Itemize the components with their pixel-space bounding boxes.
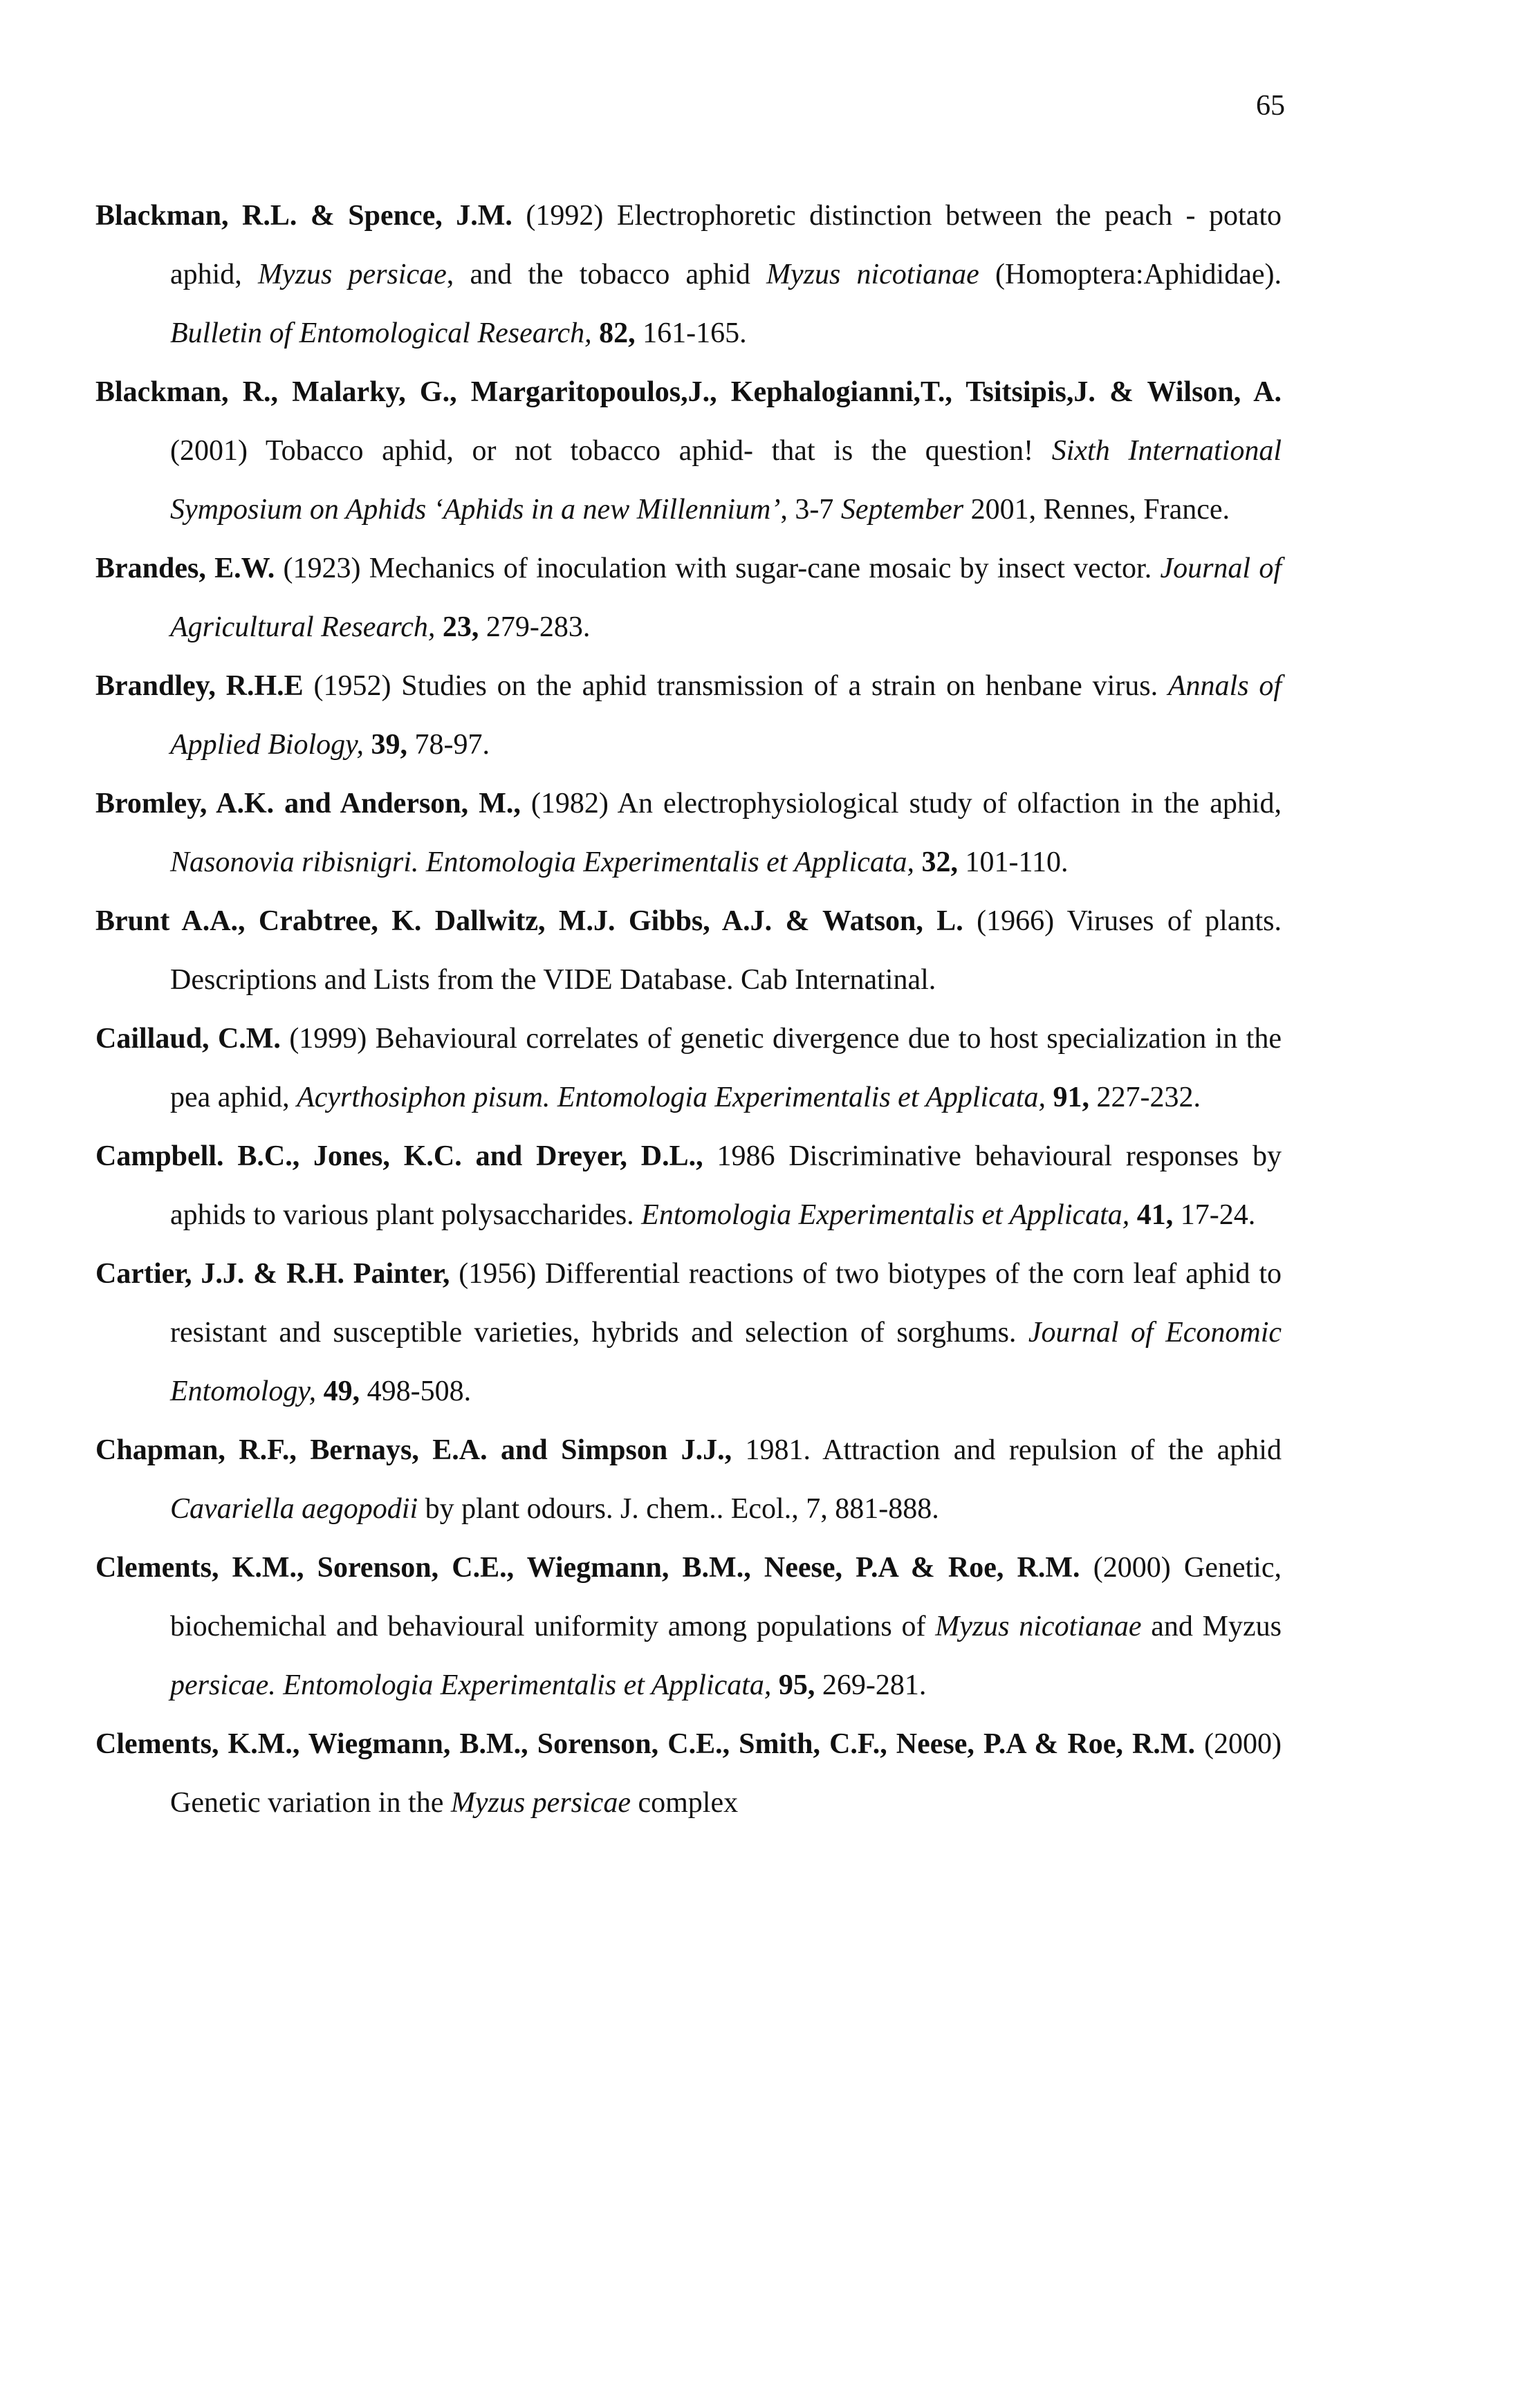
- species-name: Myzus persicae: [450, 1787, 631, 1819]
- journal-volume: 49,: [323, 1376, 360, 1407]
- journal-volume: 82,: [599, 317, 636, 349]
- reference-text: (1923) Mechanics of inoculation with sugar-cane mosaic by insect vector.: [275, 553, 1161, 584]
- species-name: Nasonovia ribisnigri.: [170, 846, 419, 878]
- reference-authors: Brandley, R.H.E: [95, 670, 304, 702]
- reference-text: [276, 1669, 284, 1701]
- reference-text: (1952) Studies on the aphid transmission of a strain on henbane virus.: [303, 670, 1168, 702]
- page-range: 498-508.: [360, 1376, 472, 1407]
- journal-name: Bulletin of Entomological Research,: [170, 317, 592, 349]
- species-name: Cavariella aegopodii: [170, 1493, 418, 1525]
- reference-text: complex: [630, 1787, 739, 1819]
- reference-text: 1981. Attraction and repulsion of the aphid: [732, 1434, 1282, 1466]
- journal-name: Entomologia Experimentalis et Applicata,: [557, 1082, 1046, 1113]
- reference-text: (Homoptera:Aphididae).: [979, 259, 1282, 290]
- journal-volume: 41,: [1136, 1199, 1174, 1231]
- month-name: September: [840, 494, 964, 526]
- journal-name: Entomologia Experimentalis et Applicata,: [283, 1669, 772, 1701]
- reference-entry: [95, 1010, 1282, 1127]
- reference-authors: Brandes, E.W.: [95, 553, 275, 584]
- reference-text: (1999) Behavioural correlates of genetic divergence due to host specialization in the pea aphid,: [170, 1023, 1282, 1113]
- journal-name: Journal of Agricultural Research,: [170, 553, 1282, 643]
- reference-text: 1986 Discriminative behavioural responses by aphids to various plant polysaccharides.: [170, 1140, 1282, 1231]
- reference-text: , 3-7: [780, 494, 841, 526]
- page-range: 161-165.: [635, 317, 747, 349]
- reference-text: by plant odours. J. chem.. Ecol., 7, 881-888.: [418, 1493, 939, 1525]
- reference-entry: [95, 187, 1282, 363]
- page-range: 17-24.: [1173, 1199, 1256, 1231]
- reference-entry: [95, 1245, 1282, 1421]
- reference-text: (2001) Tobacco aphid, or not tobacco aphid- that is the question!: [170, 435, 1052, 467]
- journal-volume: 23,: [442, 611, 479, 643]
- reference-text: (1982) An electrophysiological study of olfaction in the aphid,: [520, 788, 1282, 819]
- reference-text: (1966) Viruses of plants. Descriptions and Lists from the VIDE Database. Cab Internatinal.: [170, 905, 1282, 996]
- journal-volume: 39,: [371, 729, 407, 761]
- reference-text: (2000) Genetic variation in the: [170, 1728, 1282, 1819]
- reference-entry: [95, 775, 1282, 892]
- reference-authors: Clements, K.M., Sorenson, C.E., Wiegmann, B.M., Neese, P.A & Roe, R.M.: [95, 1552, 1080, 1584]
- page-number: 65: [1256, 90, 1285, 122]
- reference-authors: Caillaud, C.M.: [95, 1023, 281, 1055]
- reference-text: and Myzus: [1141, 1611, 1282, 1642]
- page-range: 227-232.: [1089, 1082, 1201, 1113]
- page-range: 101-110.: [958, 846, 1069, 878]
- species-name: Acyrthosiphon pisum.: [297, 1082, 551, 1113]
- journal-name: Annals of Applied Biology,: [170, 670, 1282, 761]
- reference-text: (1956) Differential reactions of two biotypes of the corn leaf aphid to resistant and susceptible varieties, hybrids and selection of sorghums.: [170, 1258, 1282, 1349]
- journal-volume: 32,: [921, 846, 959, 878]
- reference-authors: Bromley, A.K. and Anderson, M.,: [95, 788, 521, 819]
- page-range: 78-97.: [407, 729, 490, 761]
- page-range: 279-283.: [479, 611, 591, 643]
- reference-entry: [95, 892, 1282, 1010]
- reference-authors: Campbell. B.C., Jones, K.C. and Dreyer, D.L.,: [95, 1140, 703, 1172]
- reference-text: (2000) Genetic, biochemichal and behavioural uniformity among populations of: [170, 1552, 1282, 1642]
- reference-authors: Blackman, R., Malarky, G., Margaritopoulos,J., Kephalogianni,T., Tsitsipis,J. & Wilson, A.: [95, 376, 1282, 408]
- reference-entry: [95, 1715, 1282, 1833]
- reference-entry: [95, 539, 1282, 657]
- journal-volume: 95,: [778, 1669, 815, 1701]
- reference-entry: [95, 363, 1282, 539]
- reference-authors: Cartier, J.J. & R.H. Painter,: [95, 1258, 450, 1290]
- reference-text: (1992) Electrophoretic distinction between the peach - potato aphid,: [170, 200, 1282, 290]
- journal-name: Entomologia Experimentalis et Applicata,: [425, 846, 915, 878]
- reference-entry: [95, 657, 1282, 775]
- reference-entry: [95, 1127, 1282, 1245]
- reference-text: 2001, Rennes, France.: [963, 494, 1230, 526]
- reference-authors: Blackman, R.L. & Spence, J.M.: [95, 200, 512, 232]
- species-name: Myzus nicotianae: [766, 259, 979, 290]
- journal-volume: 91,: [1053, 1082, 1090, 1113]
- reference-text: [550, 1082, 557, 1113]
- page-range: 269-281.: [815, 1669, 927, 1701]
- reference-entry: [95, 1421, 1282, 1539]
- reference-authors: Clements, K.M., Wiegmann, B.M., Sorenson, C.E., Smith, C.F., Neese, P.A & Roe, R.M.: [95, 1728, 1195, 1760]
- reference-authors: Brunt A.A., Crabtree, K. Dallwitz, M.J. Gibbs, A.J. & Watson, L.: [95, 905, 963, 937]
- reference-list: [95, 187, 1282, 1833]
- reference-entry: [95, 1539, 1282, 1715]
- journal-name: Entomologia Experimentalis et Applicata,: [641, 1199, 1130, 1231]
- reference-text: [418, 846, 426, 878]
- species-name: Myzus persicae: [257, 259, 447, 290]
- reference-authors: Chapman, R.F., Bernays, E.A. and Simpson J.J.,: [95, 1434, 732, 1466]
- symposium-name: Sixth International Symposium on Aphids ‘Aphids in a new Millennium’: [170, 435, 1282, 526]
- reference-text: , and the tobacco aphid: [446, 259, 766, 290]
- species-name: persicae.: [170, 1669, 276, 1701]
- species-name: Myzus nicotianae: [935, 1611, 1142, 1642]
- journal-name: Journal of Economic Entomology,: [170, 1317, 1282, 1407]
